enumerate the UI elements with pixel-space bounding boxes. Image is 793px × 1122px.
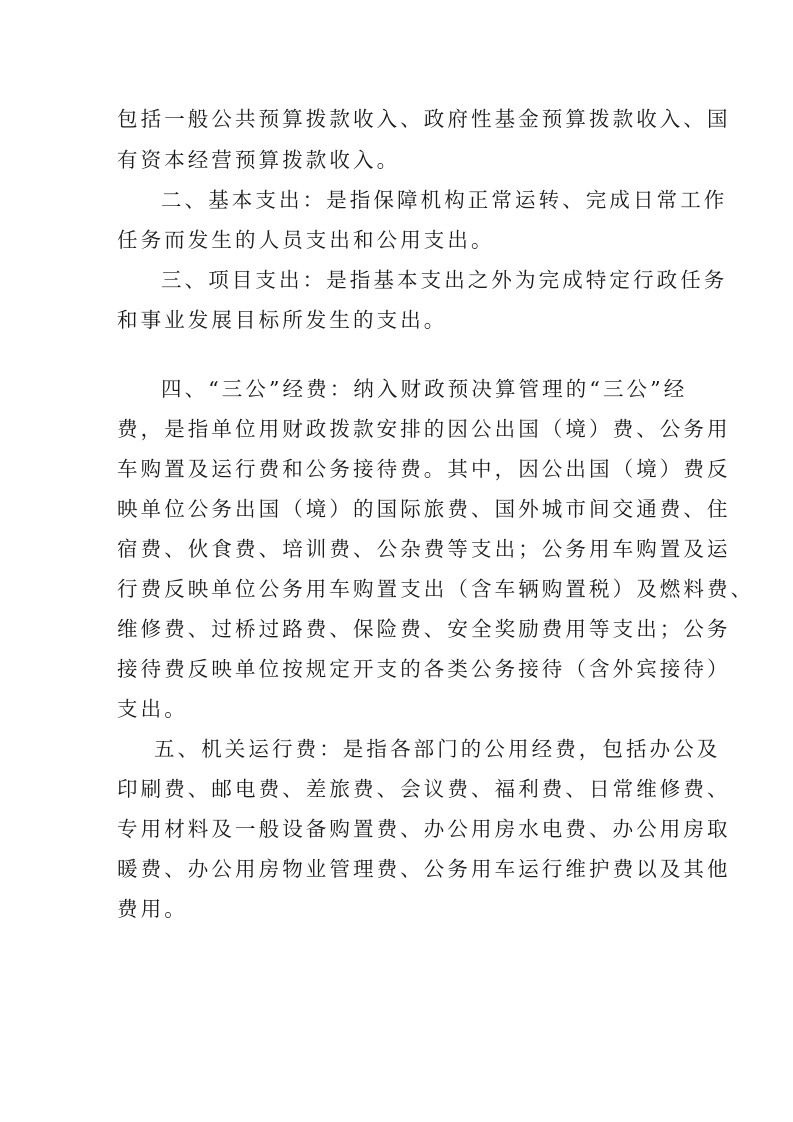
text-line: 接待费反映单位按规定开支的各类公务接待（含外宾接待） (117, 657, 731, 681)
text-line: 费，是指单位用财政拨款安排的因公出国（境）费、公务用 (117, 417, 731, 441)
text-line: 和事业发展目标所发生的支出。 (117, 308, 448, 332)
text-line: 专用材料及一般设备购置费、办公用房水电费、办公用房取 (117, 817, 731, 841)
text-line: 费用。 (117, 897, 188, 921)
text-line: 车购置及运行费和公务接待费。其中，因公出国（境）费反 (117, 457, 731, 481)
text-line: 宿费、伙食费、培训费、公杂费等支出；公务用车购置及运 (117, 537, 731, 561)
text-line: 维修费、过桥过路费、保险费、安全奖励费用等支出；公务 (117, 617, 731, 641)
text-line: 五、机关运行费：是指各部门的公用经费，包括办公及 (154, 737, 721, 761)
text-line: 有资本经营预算拨款收入。 (117, 148, 401, 172)
text-line: 二、基本支出：是指保障机构正常运转、完成日常工作 (161, 188, 728, 212)
text-line: 印刷费、邮电费、差旅费、会议费、福利费、日常维修费、 (117, 777, 731, 801)
text-line: 包括一般公共预算拨款收入、政府性基金预算拨款收入、国 (117, 107, 731, 131)
text-line: 四、“三公”经费：纳入财政预决算管理的“三公”经 (161, 377, 688, 401)
text-line: 行费反映单位公务用车购置支出（含车辆购置税）及燃料费、 (117, 577, 755, 601)
text-line: 映单位公务出国（境）的国际旅费、国外城市间交通费、住 (117, 497, 731, 521)
text-line: 三、项目支出：是指基本支出之外为完成特定行政任务 (161, 268, 728, 292)
text-line: 支出。 (117, 697, 188, 721)
text-line: 暖费、办公用房物业管理费、公务用车运行维护费以及其他 (117, 857, 731, 881)
text-line: 任务而发生的人员支出和公用支出。 (117, 228, 495, 252)
